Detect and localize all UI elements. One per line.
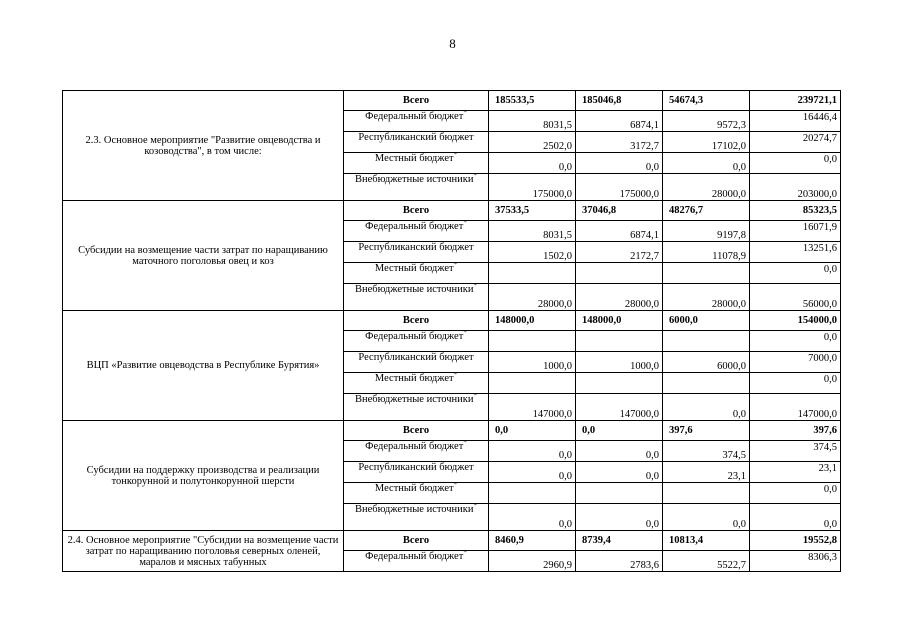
value-cell: 0,0	[663, 153, 750, 174]
budget-table	[62, 90, 841, 572]
value-cell: 8739,4	[576, 531, 663, 551]
value-cell: 28000,0	[489, 284, 576, 311]
footnote-mark: *	[463, 440, 467, 447]
value-cell: 56000,0	[750, 284, 841, 311]
value-cell: 154000,0	[750, 311, 841, 331]
value-cell: 23,1	[663, 462, 750, 483]
table-row-total	[63, 201, 841, 221]
value-cell	[489, 373, 576, 394]
footnote-mark: *	[463, 220, 467, 227]
value-cell: 239721,1	[750, 91, 841, 111]
value-cell	[576, 483, 663, 504]
value-cell: 5522,7	[663, 551, 750, 572]
value-cell	[576, 373, 663, 394]
value-cell: 28000,0	[576, 284, 663, 311]
value-cell: 374,5	[750, 441, 841, 462]
value-cell: 20274,7	[750, 132, 841, 153]
value-cell: 10813,4	[663, 531, 750, 551]
value-cell: 85323,5	[750, 201, 841, 221]
value-cell	[663, 331, 750, 352]
value-cell: 374,5	[663, 441, 750, 462]
value-cell: 175000,0	[489, 174, 576, 201]
value-cell: 0,0	[489, 441, 576, 462]
value-cell: 8460,9	[489, 531, 576, 551]
value-cell: 8306,3	[750, 551, 841, 572]
footnote-mark: *	[473, 283, 478, 290]
value-cell	[663, 483, 750, 504]
funding-source-republic: Республиканский бюджет	[344, 242, 489, 263]
value-cell: 175000,0	[576, 174, 663, 201]
value-cell: 23,1	[750, 462, 841, 483]
value-cell: 16071,9	[750, 221, 841, 242]
value-cell: 8031,5	[489, 111, 576, 132]
funding-source-republic: Республиканский бюджет	[344, 352, 489, 373]
table-row-total	[63, 531, 841, 551]
value-cell: 0,0	[750, 263, 841, 284]
value-cell: 11078,9	[663, 242, 750, 263]
table-row-total	[63, 91, 841, 111]
value-cell: 6000,0	[663, 352, 750, 373]
value-cell: 147000,0	[576, 394, 663, 421]
value-cell: 185533,5	[489, 91, 576, 111]
funding-source-republic: Республиканский бюджет	[344, 132, 489, 153]
value-cell: 37533,5	[489, 201, 576, 221]
funding-source-external: Внебюджетные источники*	[344, 394, 489, 421]
value-cell: 28000,0	[663, 174, 750, 201]
value-cell: 397,6	[663, 421, 750, 441]
value-cell	[576, 331, 663, 352]
value-cell: 1000,0	[576, 352, 663, 373]
value-cell: 0,0	[576, 504, 663, 531]
value-cell: 0,0	[576, 462, 663, 483]
footnote-mark: *	[473, 173, 478, 180]
value-cell: 13251,6	[750, 242, 841, 263]
value-cell: 8031,5	[489, 221, 576, 242]
footnote-mark: *	[473, 393, 478, 400]
value-cell: 148000,0	[489, 311, 576, 331]
value-cell: 0,0	[663, 504, 750, 531]
value-cell: 147000,0	[489, 394, 576, 421]
funding-source-republic: Республиканский бюджет	[344, 462, 489, 483]
value-cell: 1000,0	[489, 352, 576, 373]
value-cell: 9197,8	[663, 221, 750, 242]
budget-table-body	[63, 91, 841, 572]
value-cell: 3172,7	[576, 132, 663, 153]
footnote-mark: *	[463, 110, 467, 117]
value-cell	[489, 263, 576, 284]
table-row-total	[63, 311, 841, 331]
measure-name: Субсидии на поддержку производства и реализации тонкорунной и полутонкорунной шерсти	[63, 421, 344, 531]
footnote-mark: *	[453, 482, 458, 489]
funding-source-total: Всего	[344, 311, 489, 331]
value-cell: 1502,0	[489, 242, 576, 263]
funding-source-federal: Федеральный бюджет*	[344, 331, 489, 352]
value-cell: 0,0	[489, 153, 576, 174]
footnote-mark: *	[453, 372, 458, 379]
funding-source-total: Всего	[344, 531, 489, 551]
value-cell: 0,0	[576, 421, 663, 441]
footnote-mark: *	[473, 503, 478, 510]
measure-name: ВЦП «Развитие овцеводства в Республике Бурятия»	[63, 311, 344, 421]
value-cell: 185046,8	[576, 91, 663, 111]
value-cell: 48276,7	[663, 201, 750, 221]
value-cell: 7000,0	[750, 352, 841, 373]
value-cell: 0,0	[489, 421, 576, 441]
value-cell: 6000,0	[663, 311, 750, 331]
value-cell: 6874,1	[576, 111, 663, 132]
value-cell	[663, 373, 750, 394]
value-cell: 19552,8	[750, 531, 841, 551]
footnote-mark: *	[453, 152, 458, 159]
value-cell: 0,0	[489, 462, 576, 483]
value-cell: 0,0	[663, 394, 750, 421]
value-cell: 148000,0	[576, 311, 663, 331]
value-cell: 203000,0	[750, 174, 841, 201]
funding-source-federal: Федеральный бюджет*	[344, 221, 489, 242]
funding-source-external: Внебюджетные источники*	[344, 174, 489, 201]
funding-source-federal: Федеральный бюджет*	[344, 441, 489, 462]
value-cell: 2783,6	[576, 551, 663, 572]
funding-source-total: Всего	[344, 421, 489, 441]
value-cell: 6874,1	[576, 221, 663, 242]
funding-source-federal: Федеральный бюджет*	[344, 551, 489, 572]
value-cell: 0,0	[750, 483, 841, 504]
value-cell	[663, 263, 750, 284]
value-cell	[489, 331, 576, 352]
value-cell: 17102,0	[663, 132, 750, 153]
page-number: 8	[449, 36, 456, 51]
funding-source-external: Внебюджетные источники*	[344, 504, 489, 531]
funding-source-local: Местный бюджет*	[344, 263, 489, 284]
value-cell	[576, 263, 663, 284]
value-cell: 0,0	[576, 441, 663, 462]
value-cell: 0,0	[750, 373, 841, 394]
value-cell: 147000,0	[750, 394, 841, 421]
footnote-mark: *	[453, 262, 458, 269]
value-cell: 0,0	[750, 153, 841, 174]
table-row-total	[63, 421, 841, 441]
value-cell: 397,6	[750, 421, 841, 441]
value-cell: 0,0	[489, 504, 576, 531]
value-cell: 0,0	[750, 331, 841, 352]
funding-source-federal: Федеральный бюджет*	[344, 111, 489, 132]
value-cell: 0,0	[750, 504, 841, 531]
value-cell: 37046,8	[576, 201, 663, 221]
value-cell: 54674,3	[663, 91, 750, 111]
value-cell: 28000,0	[663, 284, 750, 311]
footnote-mark: *	[463, 550, 467, 557]
funding-source-local: Местный бюджет*	[344, 153, 489, 174]
measure-name: 2.3. Основное мероприятие "Развитие овцеводства и козоводства", в том числе:	[63, 91, 344, 201]
footnote-mark: *	[463, 330, 467, 337]
value-cell: 2502,0	[489, 132, 576, 153]
funding-source-local: Местный бюджет*	[344, 483, 489, 504]
funding-source-total: Всего	[344, 91, 489, 111]
funding-source-external: Внебюджетные источники*	[344, 284, 489, 311]
value-cell: 2960,9	[489, 551, 576, 572]
value-cell: 2172,7	[576, 242, 663, 263]
funding-source-local: Местный бюджет*	[344, 373, 489, 394]
funding-source-total: Всего	[344, 201, 489, 221]
value-cell: 0,0	[576, 153, 663, 174]
value-cell: 16446,4	[750, 111, 841, 132]
value-cell: 9572,3	[663, 111, 750, 132]
value-cell	[489, 483, 576, 504]
measure-name: 2.4. Основное мероприятие "Субсидии на возмещение части затрат по наращиванию поголовья северных оленей, маралов и мясных табунных	[63, 531, 344, 572]
measure-name: Субсидии на возмещение части затрат по наращиванию маточного поголовья овец и коз	[63, 201, 344, 311]
